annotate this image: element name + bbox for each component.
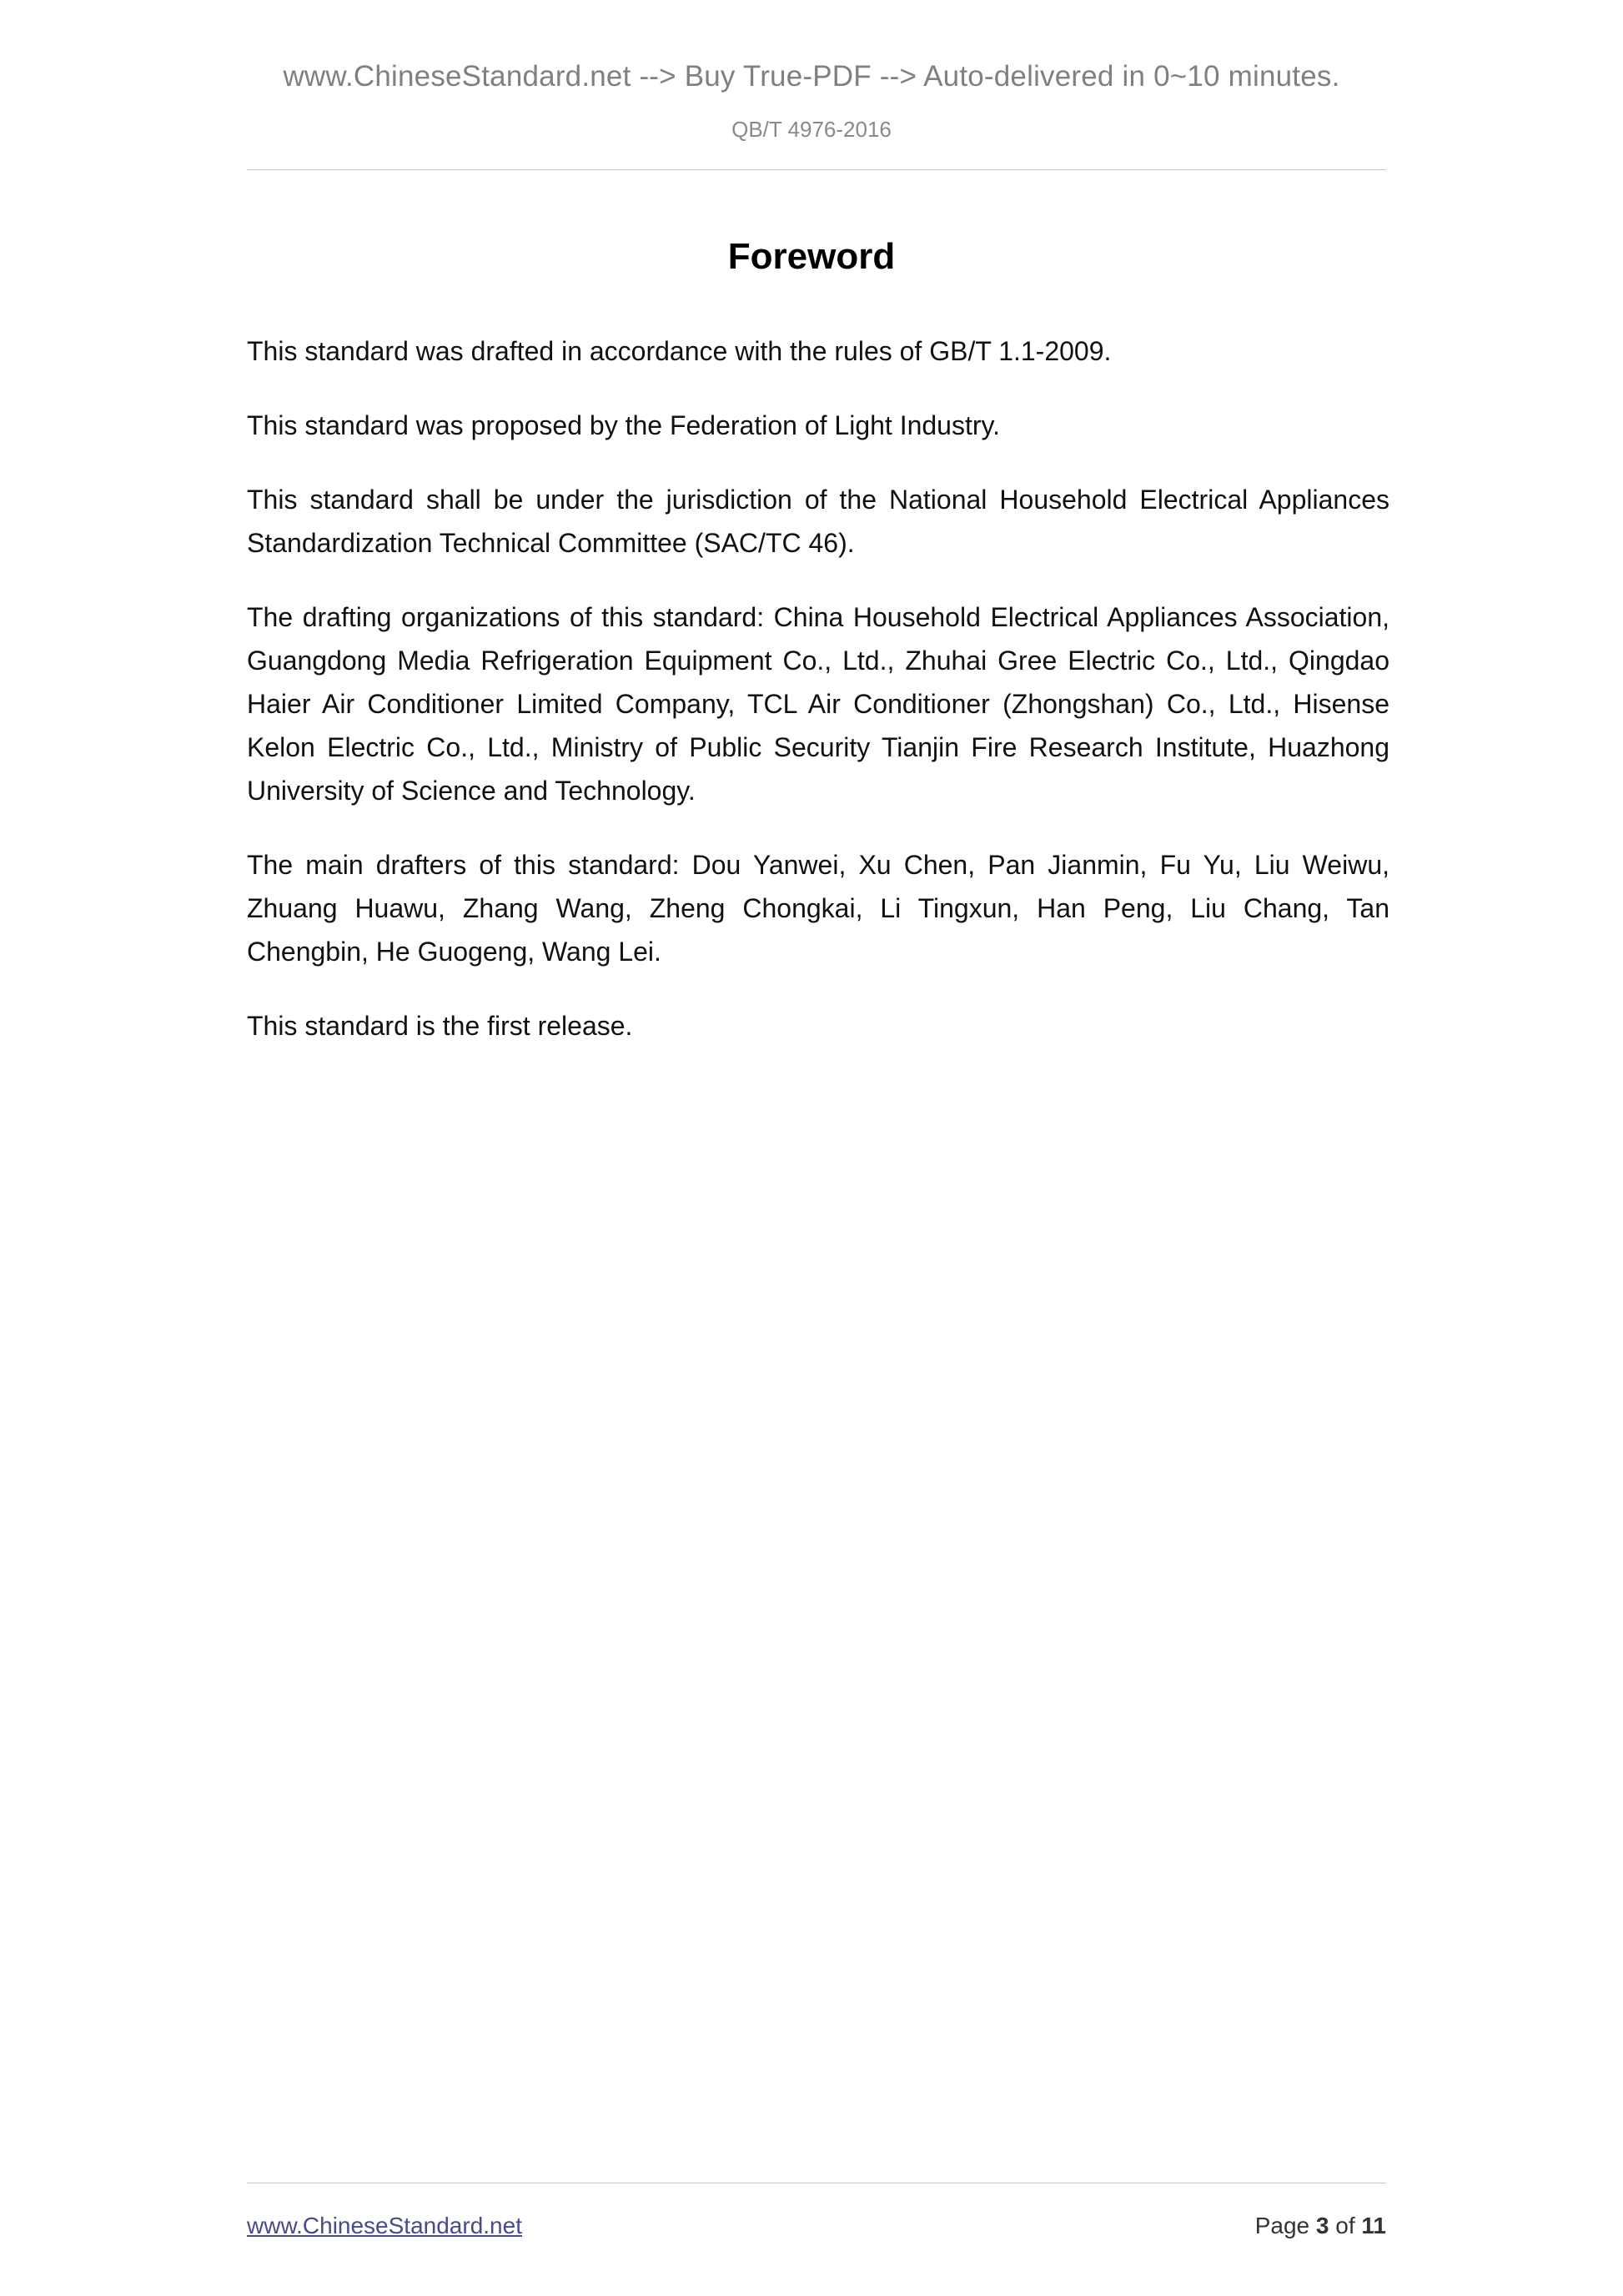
header-divider [247,169,1386,170]
page-middle: of [1329,2213,1362,2238]
paragraph: This standard shall be under the jurisdiction of the National Household Electrical Appliances Standardization Technical Committee (SAC/TC 46). [247,485,1389,558]
paragraph: The drafting organizations of this standard: China Household Electrical Appliances Association, Guangdong Media Refrigeration Equipment Co., Ltd., Zhuhai Gree Electric Co., Ltd., Qingdao Haier Air Conditioner Limited Company, TCL Air Conditioner (Zhongshan) Co., Ltd., Hisense Kelon Electric Co., Ltd., Ministry of Public Security Tianjin Fire Research Institute, Huazhong University of Science and Technology. [247,602,1389,806]
footer-site-link[interactable]: www.ChineseStandard.net [247,2213,522,2238]
page-prefix: Page [1254,2213,1316,2238]
page-title: Foreword [727,236,896,277]
paragraph: This standard was proposed by the Federation of Light Industry. [247,410,1001,440]
page-current: 3 [1315,2213,1329,2238]
page-total: 11 [1361,2213,1386,2238]
page-number-label [1255,2213,1386,2239]
document-body [247,329,1389,1078]
watermark-text: www.ChineseStandard.net --> Buy True-PDF --> Auto-delivered in 0~10 minutes. [283,60,1340,93]
page-footer [247,2213,1386,2239]
paragraph: The main drafters of this standard: Dou Yanwei, Xu Chen, Pan Jianmin, Fu Yu, Liu Weiwu, Zhuang Huawu, Zhang Wang, Zheng Chongkai, Li Tingxun, Han Peng, Liu Chang, Tan Chengbin, He Guogeng, Wang Lei. [247,850,1389,967]
standard-code: QB/T 4976-2016 [731,117,892,142]
paragraph: This standard is the first release. [247,1011,633,1041]
paragraph: This standard was drafted in accordance with the rules of GB/T 1.1-2009. [247,336,1112,366]
